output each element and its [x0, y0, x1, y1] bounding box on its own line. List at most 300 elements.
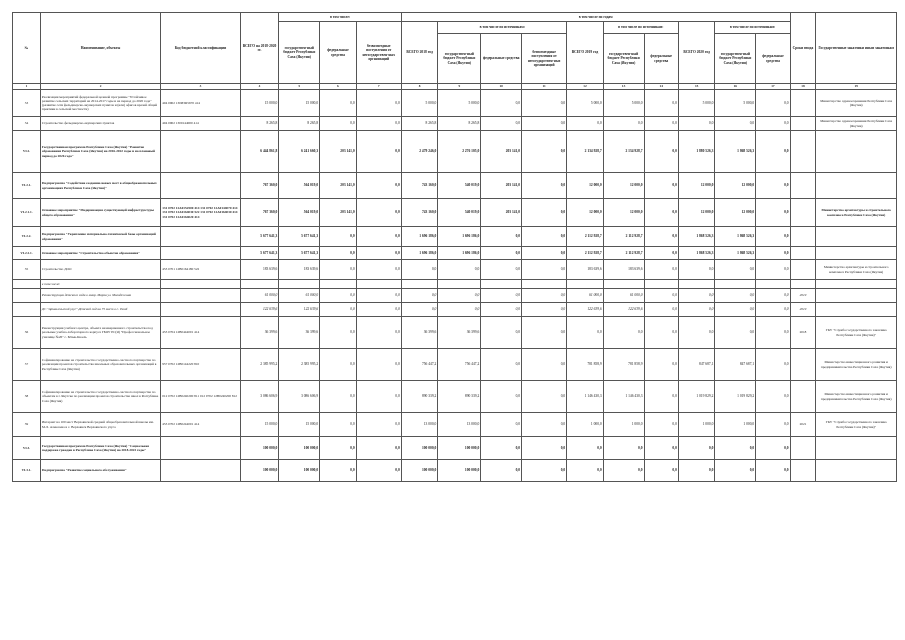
row-amount: 0,0 [756, 460, 790, 482]
row-amount: 1 868 526,3 [678, 247, 715, 260]
row-amount: 100 000,0 [401, 437, 438, 460]
row-amount: 0,0 [356, 199, 401, 227]
row-budget-code [161, 227, 240, 247]
column-number: 2 [40, 84, 160, 90]
row-customer [816, 227, 897, 247]
row-deadline [790, 173, 816, 199]
row-customer: Министерство инвестиционного развития и предпринимательства Республики Саха (Якутия) [816, 349, 897, 381]
row-name: Подпрограмма "Развитие социального обслуживания" [40, 460, 160, 482]
row-amount: 61 000,0 [567, 289, 604, 303]
header-budget-code: Код бюджетной классификации [161, 13, 240, 84]
row-amount [481, 280, 522, 289]
row-amount: 8 265,8 [240, 117, 279, 131]
row-amount: 203 141,0 [481, 199, 522, 227]
row-amount: 100 000,0 [438, 460, 481, 482]
header-customer: Государственные заказчики иным заказчикам [816, 13, 897, 84]
header-2018-nonbudget: безвозмездные поступления от негосударствен-ных организаций [522, 34, 567, 84]
row-amount: 2 134 928,7 [567, 131, 604, 173]
row-amount: 183 639,6 [567, 260, 604, 280]
row-budget-code [161, 460, 240, 482]
row-amount: 847 687,1 [715, 349, 756, 381]
row-amount: 0,0 [678, 317, 715, 349]
row-amount: 0,0 [522, 90, 567, 117]
row-amount: 0,0 [481, 117, 522, 131]
header-2018-state: государствен-ный бюджет Республики Саха (Якутия) [438, 34, 481, 84]
row-amount: 2 134 928,7 [603, 131, 644, 173]
row-amount: 0,0 [644, 349, 678, 381]
row-customer [816, 460, 897, 482]
row-budget-code [161, 173, 240, 199]
column-number: 11 [522, 84, 567, 90]
row-amount: 0,0 [603, 117, 644, 131]
row-number: 35 [13, 260, 41, 280]
row-amount: 0,0 [678, 437, 715, 460]
table-row [13, 173, 897, 199]
row-amount: 203 141,0 [481, 131, 522, 173]
row-deadline [790, 199, 816, 227]
row-name: Реконструкция детского сада в микр. Марха ул. Молодежная [40, 289, 160, 303]
column-number: 18 [790, 84, 816, 90]
row-amount: 0,0 [756, 227, 790, 247]
row-number: VI.3.1. [13, 460, 41, 482]
row-amount: 1 696 186,0 [401, 227, 438, 247]
row-amount: 122 639,6 [240, 303, 279, 317]
row-amount: 0,0 [356, 303, 401, 317]
row-amount: 2 112 928,7 [603, 247, 644, 260]
header-src-state: государствен-ный бюджет Республики Саха (Якутия) [279, 22, 320, 84]
row-amount: 2 112 928,7 [567, 227, 604, 247]
row-amount: 890 339,2 [438, 381, 481, 413]
row-amount: 1 880 526,3 [678, 131, 715, 173]
row-amount: 0,0 [481, 303, 522, 317]
row-amount: 100 000,0 [240, 460, 279, 482]
row-amount: 2 479 246,0 [401, 131, 438, 173]
row-amount: 0,0 [481, 437, 522, 460]
row-amount: 564 019,0 [279, 173, 320, 199]
row-amount: 8 265,8 [401, 117, 438, 131]
row-amount: 36 399,6 [401, 317, 438, 349]
row-amount: 0,0 [567, 317, 604, 349]
row-amount: 100 000,0 [401, 460, 438, 482]
row-budget-code [161, 289, 240, 303]
row-amount: 0,0 [522, 437, 567, 460]
row-budget-code: 404 0902 130И3R5670 414 [161, 90, 240, 117]
row-amount: 890 339,2 [401, 381, 438, 413]
row-amount: 1 868 526,3 [715, 247, 756, 260]
row-amount: 0,0 [567, 117, 604, 131]
row-amount: 0,0 [481, 317, 522, 349]
row-amount: 756 447,2 [438, 349, 481, 381]
column-number: 3 [161, 84, 240, 90]
row-customer: ГКУ "Служба государственного заказчика Республики Саха (Якутия)" [816, 317, 897, 349]
row-amount: 61 000,0 [240, 289, 279, 303]
row-name: Интернат на 100 мест Верхоянской средней общеобразовательной школы им. М.Л. Алексеева в с. Верхоянск Верхоянского улуса [40, 413, 160, 437]
row-amount: 0,0 [356, 227, 401, 247]
row-number: VI.2.2. [13, 227, 41, 247]
table-row [13, 460, 897, 482]
row-amount: 0,0 [756, 173, 790, 199]
row-customer: Министерство архитектуры и строительного комплекса Республики Саха (Якутия) [816, 199, 897, 227]
row-amount: 12 000,0 [567, 173, 604, 199]
row-name: Строительство ДОО [40, 260, 160, 280]
table-row [13, 247, 897, 260]
row-name: Софинансирование на строительство государственно-частного партнерства по объектам в г. Якутске по реализации проектов строительства школ в Республике Саха (Якутия) [40, 381, 160, 413]
row-amount: 0,0 [522, 247, 567, 260]
row-amount: 0,0 [522, 317, 567, 349]
row-deadline [790, 460, 816, 482]
row-amount: 0,0 [522, 199, 567, 227]
row-amount: 0,0 [522, 381, 567, 413]
row-amount: 0,0 [522, 131, 567, 173]
row-amount: 0,0 [320, 437, 357, 460]
header-no: № [13, 13, 41, 84]
row-amount: 0,0 [644, 289, 678, 303]
table-row [13, 303, 897, 317]
row-name: в том числе: [40, 280, 160, 289]
row-amount: 0,0 [401, 260, 438, 280]
row-amount: 0,0 [522, 117, 567, 131]
row-amount: 0,0 [356, 260, 401, 280]
row-deadline [790, 90, 816, 117]
row-budget-code [161, 437, 240, 460]
header-sources-2019: в том числе по источникам: [603, 22, 678, 34]
row-amount: 0,0 [678, 260, 715, 280]
column-number: 17 [756, 84, 790, 90]
row-amount: 0,0 [438, 289, 481, 303]
row-amount: 0,0 [644, 173, 678, 199]
row-amount: 12 000,0 [715, 173, 756, 199]
row-amount: 0,0 [320, 349, 357, 381]
row-amount: 0,0 [481, 260, 522, 280]
row-amount: 5 000,0 [715, 90, 756, 117]
row-amount: 0,0 [320, 260, 357, 280]
row-amount: 12 000,0 [678, 199, 715, 227]
row-amount: 0,0 [356, 437, 401, 460]
row-amount: 0,0 [603, 437, 644, 460]
row-amount: 564 019,0 [279, 199, 320, 227]
row-amount: 0,0 [644, 131, 678, 173]
row-amount: 1 019 829,2 [678, 381, 715, 413]
row-amount: 0,0 [401, 303, 438, 317]
row-customer [816, 303, 897, 317]
row-amount: 0,0 [644, 303, 678, 317]
row-number: VI.2.2.1. [13, 247, 41, 260]
row-number: VI.2.1.1. [13, 199, 41, 227]
row-amount: 0,0 [320, 90, 357, 117]
row-amount: 6 241 660,3 [279, 131, 320, 173]
row-amount: 0,0 [481, 460, 522, 482]
row-amount [715, 280, 756, 289]
row-amount: 2 112 928,7 [603, 227, 644, 247]
row-amount: 0,0 [438, 260, 481, 280]
row-amount: 0,0 [522, 260, 567, 280]
row-number [13, 280, 41, 289]
row-amount: 0,0 [567, 437, 604, 460]
row-amount: 0,0 [715, 303, 756, 317]
row-amount [320, 280, 357, 289]
row-amount: 0,0 [715, 260, 756, 280]
row-amount: 0,0 [603, 317, 644, 349]
column-number: 7 [356, 84, 401, 90]
investment-program-table [12, 12, 897, 482]
row-budget-code [161, 247, 240, 260]
row-budget-code: 453 0701 12В0164180 522 [161, 260, 240, 280]
row-budget-code [161, 280, 240, 289]
row-amount: 0,0 [320, 460, 357, 482]
row-customer: Министерство здравоохранения Республики Саха (Якутия) [816, 117, 897, 131]
row-amount: 12 000,0 [603, 173, 644, 199]
row-number: 37 [13, 349, 41, 381]
table-row [13, 349, 897, 381]
header-sources-2018: в том числе по источникам: [438, 22, 567, 34]
row-amount: 5 000,0 [438, 90, 481, 117]
row-amount: 1 868 526,3 [715, 227, 756, 247]
row-amount: 12 000,0 [567, 199, 604, 227]
table-row [13, 413, 897, 437]
table-row [13, 131, 897, 173]
row-amount: 0,0 [644, 117, 678, 131]
row-amount: 540 019,0 [438, 199, 481, 227]
row-amount: 0,0 [644, 260, 678, 280]
row-deadline: 2019 [790, 289, 816, 303]
row-amount: 0,0 [522, 227, 567, 247]
row-amount: 0,0 [678, 303, 715, 317]
row-amount: 13 000,0 [438, 413, 481, 437]
row-amount: 0,0 [356, 413, 401, 437]
header-including: в том числе: [279, 13, 401, 22]
header-src-federal: федеральные средства [320, 22, 357, 84]
row-amount: 0,0 [644, 437, 678, 460]
row-amount: 203 141,0 [481, 173, 522, 199]
row-amount: 0,0 [320, 227, 357, 247]
header-2020-federal: федеральные средства [756, 34, 790, 84]
row-amount: 0,0 [678, 289, 715, 303]
row-amount: 743 160,0 [401, 173, 438, 199]
row-name: Подпрограмма "Укрепление материально-технической базы организаций образования" [40, 227, 160, 247]
row-amount: 0,0 [678, 117, 715, 131]
row-deadline [790, 227, 816, 247]
row-amount: 0,0 [756, 289, 790, 303]
row-deadline [790, 437, 816, 460]
row-amount: 0,0 [401, 289, 438, 303]
table-row [13, 317, 897, 349]
row-amount: 1 019 829,2 [715, 381, 756, 413]
row-number: VI.2.1. [13, 173, 41, 199]
row-name: Подпрограмма "Содействие созданию новых мест в общеобразовательных организациях Республики Саха (Якутия)" [40, 173, 160, 199]
header-total-2018: ВСЕГО 2018 год [401, 22, 438, 84]
table-row [13, 260, 897, 280]
row-amount: 36 399,6 [240, 317, 279, 349]
row-amount: 0,0 [481, 227, 522, 247]
row-amount: 0,0 [522, 303, 567, 317]
row-amount: 1 000,0 [567, 413, 604, 437]
row-amount: 0,0 [481, 349, 522, 381]
row-amount: 781 858,9 [603, 349, 644, 381]
row-number: VI.2. [13, 131, 41, 173]
document-sheet [12, 12, 897, 482]
row-amount: 6 444 861,8 [240, 131, 279, 173]
row-name: Государственная программа Республики Саха (Якутия) "Развитие образования Республики Саха (Якутия) на 2016-2022 годы и на плановый период до 2026 года" [40, 131, 160, 173]
row-number: VI.3. [13, 437, 41, 460]
row-amount: 8 265,8 [279, 117, 320, 131]
table-row [13, 199, 897, 227]
row-amount [567, 280, 604, 289]
row-amount: 756 447,2 [401, 349, 438, 381]
row-amount: 0,0 [481, 289, 522, 303]
row-amount: 0,0 [756, 413, 790, 437]
row-amount: 0,0 [715, 289, 756, 303]
row-amount: 203 141,0 [320, 131, 357, 173]
row-amount: 36 399,6 [438, 317, 481, 349]
row-amount: 61 000,0 [279, 289, 320, 303]
row-deadline [790, 260, 816, 280]
column-number: 15 [678, 84, 715, 90]
row-amount: 0,0 [522, 289, 567, 303]
header-by-year: в том числе по годам [401, 13, 790, 22]
row-amount: 0,0 [356, 131, 401, 173]
row-amount: 0,0 [756, 131, 790, 173]
row-name: Реализация мероприятий федеральной целевой программы "Устойчивое развитие сельских территорий на 2014-2017 годы и на период до 2020 года" (развитие сети фельдшерско-акушерских пунктов и (или) офисов врачей общей практики в сельской местности) [40, 90, 160, 117]
row-budget-code: 453 0702 12В0244001 414 [161, 413, 240, 437]
row-amount: 15 000,0 [279, 413, 320, 437]
row-amount: 1 696 186,0 [401, 247, 438, 260]
row-amount [279, 280, 320, 289]
row-amount: 0,0 [644, 317, 678, 349]
row-amount: 0,0 [756, 437, 790, 460]
row-amount: 122 639,6 [279, 303, 320, 317]
row-amount: 2 276 105,0 [438, 131, 481, 173]
header-total: ВСЕГО на 2018-2020 гг. [240, 13, 279, 84]
row-amount: 1 696 186,0 [438, 227, 481, 247]
row-amount [603, 280, 644, 289]
row-amount: 0,0 [644, 227, 678, 247]
row-amount: 122 639,6 [567, 303, 604, 317]
row-name: Реконструкция учебного центра, объекта незавершенного строительства под реальные учебно-лабораторного корпуса ГБОУ РС(Я) "Профессиональное училище №26" с. Ытык-Кюель [40, 317, 160, 349]
row-name: ДС "Архангельский улус" Детский сад на 75 мест в с. Тюой [40, 303, 160, 317]
row-amount: 767 360,0 [240, 173, 279, 199]
row-amount: 0,0 [644, 381, 678, 413]
row-customer [816, 131, 897, 173]
row-amount: 203 141,0 [320, 199, 357, 227]
row-amount: 0,0 [356, 247, 401, 260]
row-amount: 0,0 [756, 260, 790, 280]
column-number: 13 [603, 84, 644, 90]
column-number: 16 [715, 84, 756, 90]
row-amount: 0,0 [320, 381, 357, 413]
row-amount: 36 399,6 [279, 317, 320, 349]
row-amount: 0,0 [356, 317, 401, 349]
row-deadline: 2018 [790, 317, 816, 349]
row-amount: 0,0 [756, 90, 790, 117]
row-amount: 540 019,0 [438, 173, 481, 199]
row-deadline: 2019 [790, 303, 816, 317]
row-deadline [790, 280, 816, 289]
row-amount: 5 000,0 [603, 90, 644, 117]
row-amount: 1 146 430,3 [567, 381, 604, 413]
column-number: 19 [816, 84, 897, 90]
row-customer: Министерство архитектуры и строительного комплекса Республики Саха (Якутия) [816, 260, 897, 280]
row-amount: 61 000,0 [603, 289, 644, 303]
row-amount: 0,0 [320, 247, 357, 260]
row-name: Основное мероприятие "Строительство объектов образования" [40, 247, 160, 260]
row-amount: 0,0 [356, 90, 401, 117]
row-amount: 0,0 [522, 413, 567, 437]
row-amount: 1 696 186,0 [438, 247, 481, 260]
row-amount: 15 000,0 [279, 90, 320, 117]
row-amount [678, 280, 715, 289]
row-amount: 0,0 [756, 349, 790, 381]
row-amount: 0,0 [644, 90, 678, 117]
row-amount: 847 687,1 [678, 349, 715, 381]
row-amount: 0,0 [644, 247, 678, 260]
row-amount: 743 160,0 [401, 199, 438, 227]
row-amount: 0,0 [438, 303, 481, 317]
row-amount: 0,0 [522, 173, 567, 199]
row-amount: 100 000,0 [279, 460, 320, 482]
row-number [13, 303, 41, 317]
row-amount: 0,0 [356, 173, 401, 199]
row-amount: 0,0 [715, 117, 756, 131]
row-amount: 5 677 641,3 [240, 247, 279, 260]
row-deadline [790, 247, 816, 260]
row-customer [816, 173, 897, 199]
row-amount: 0,0 [715, 460, 756, 482]
column-number: 8 [401, 84, 438, 90]
row-amount: 3 086 606,9 [279, 381, 320, 413]
row-amount: 183 639,6 [603, 260, 644, 280]
table-header [13, 13, 897, 90]
row-amount: 0,0 [644, 460, 678, 482]
row-number: 36 [13, 317, 41, 349]
table-row [13, 90, 897, 117]
table-row [13, 280, 897, 289]
row-amount: 2 385 995,2 [240, 349, 279, 381]
row-amount: 100 000,0 [279, 437, 320, 460]
header-total-2020: ВСЕГО 2020 год [678, 22, 715, 84]
row-customer [816, 247, 897, 260]
row-amount: 0,0 [356, 460, 401, 482]
column-number: 4 [240, 84, 279, 90]
row-budget-code: 404 0902 1300144000 414 [161, 117, 240, 131]
row-amount: 0,0 [481, 90, 522, 117]
row-amount: 1 868 526,3 [715, 131, 756, 173]
header-2018-federal: федеральные средства [481, 34, 522, 84]
table-row [13, 227, 897, 247]
column-number: 5 [279, 84, 320, 90]
row-amount: 1 868 526,3 [678, 227, 715, 247]
row-amount: 100 000,0 [240, 437, 279, 460]
row-deadline: 2021 [790, 413, 816, 437]
row-amount [401, 280, 438, 289]
header-2020-state: государствен-ный бюджет Республики Саха (Якутия) [715, 34, 756, 84]
row-budget-code: 453 0704 12В0444001 414 [161, 317, 240, 349]
row-amount: 0,0 [356, 349, 401, 381]
row-number [13, 289, 41, 303]
table-body [13, 90, 897, 482]
row-amount: 0,0 [320, 303, 357, 317]
row-amount: 0,0 [522, 460, 567, 482]
row-amount: 8 265,8 [438, 117, 481, 131]
row-amount: 12 000,0 [678, 173, 715, 199]
row-number: 34 [13, 117, 41, 131]
row-amount: 0,0 [756, 117, 790, 131]
row-number: 38 [13, 381, 41, 413]
column-number: 14 [644, 84, 678, 90]
row-amount: 0,0 [756, 199, 790, 227]
table-row [13, 289, 897, 303]
row-amount: 0,0 [320, 413, 357, 437]
row-amount: 3 086 606,9 [240, 381, 279, 413]
